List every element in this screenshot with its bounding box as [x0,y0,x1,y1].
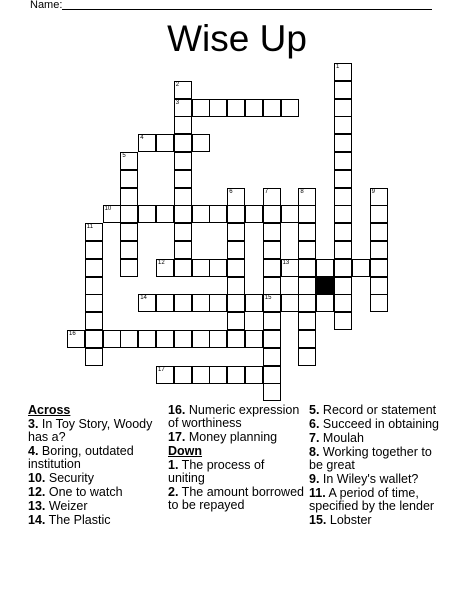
clue-item-number: 8. [309,445,320,459]
clue-item-text: Weizer [45,499,88,513]
grid-cell[interactable] [263,348,281,366]
grid-cell[interactable] [85,312,103,330]
grid-cell[interactable] [263,294,281,312]
clue-item [168,459,304,485]
grid-cell[interactable] [334,116,352,134]
clue-item-text: One to watch [45,485,123,499]
grid-cell[interactable] [227,205,245,223]
grid-cell[interactable] [174,330,192,348]
grid-cell[interactable] [281,294,299,312]
clue-item-number: 6. [309,417,320,431]
clue-item [28,445,158,471]
grid-cell[interactable] [120,170,138,188]
clue-number: 7 [264,188,269,195]
grid-cell[interactable] [334,223,352,241]
grid-cell[interactable] [156,205,174,223]
grid-cell[interactable] [192,259,210,277]
grid-cell[interactable] [138,134,156,152]
grid-cell[interactable] [156,330,174,348]
grid-cell[interactable] [334,81,352,99]
grid-cell[interactable] [156,259,174,277]
grid-cell[interactable] [120,241,138,259]
clue-item-number: 12. [28,485,46,499]
grid-cell[interactable] [334,152,352,170]
grid-cell[interactable] [103,330,121,348]
clue-item [309,446,449,472]
grid-cell[interactable] [245,205,263,223]
clue-number: 6 [229,188,233,195]
grid-cell[interactable] [298,348,316,366]
across-clue-list-continued [168,404,304,444]
grid-cell[interactable] [227,188,245,206]
grid-cell[interactable] [263,277,281,295]
grid-cell[interactable] [227,366,245,384]
grid-cell[interactable] [227,294,245,312]
clue-item-number: 13. [28,499,46,513]
grid-cell[interactable] [174,152,192,170]
clue-item-number: 2. [168,485,179,499]
clue-item-number: 11. [309,486,326,500]
down-clue-list-continued [309,404,449,527]
clue-number: 2 [175,81,180,88]
clue-item [309,487,449,513]
clue-item-number: 9. [309,472,320,486]
grid-cell[interactable] [334,312,352,330]
grid-cell[interactable] [192,205,210,223]
grid-cell[interactable] [263,223,281,241]
grid-cell[interactable] [174,99,192,117]
grid-cell[interactable] [120,259,138,277]
grid-cell[interactable] [85,223,103,241]
clue-item [309,404,449,417]
grid-cell[interactable] [174,223,192,241]
clue-item-text: The Plastic [45,513,111,527]
grid-cell[interactable] [120,188,138,206]
grid-cell[interactable] [334,188,352,206]
across-heading: Across [28,403,71,417]
grid-cell[interactable] [370,294,388,312]
grid-cell[interactable] [370,241,388,259]
grid-cell[interactable] [174,188,192,206]
grid-cell[interactable] [227,277,245,295]
grid-cell[interactable] [156,294,174,312]
grid-cell[interactable] [156,366,174,384]
grid-cell[interactable] [281,259,299,277]
grid-cell[interactable] [370,223,388,241]
clue-item-number: 10. [28,471,46,485]
clue-number: 1 [336,64,340,70]
clue-number: 4 [140,135,144,142]
grid-cell[interactable] [174,116,192,134]
grid-cell[interactable] [209,330,227,348]
clue-item-number: 5. [309,403,320,417]
grid-cell[interactable] [298,277,316,295]
clue-item [28,486,158,499]
clue-item [168,404,304,430]
grid-cell[interactable] [245,330,263,348]
clue-item-text: In Toy Story, Woody has a? [28,417,153,444]
grid-cell[interactable] [174,366,192,384]
clue-item-number: 15. [309,513,327,527]
grid-cell[interactable] [370,259,388,277]
grid-cell[interactable] [192,294,210,312]
grid-cell[interactable] [334,99,352,117]
grid-cell[interactable] [174,294,192,312]
clue-item-text: Lobster [326,513,372,527]
grid-cell[interactable] [298,294,316,312]
grid-cell[interactable] [192,99,210,117]
grid-cell[interactable] [245,294,263,312]
grid-cell[interactable] [174,134,192,152]
grid-cell[interactable] [174,170,192,188]
grid-cell[interactable] [209,99,227,117]
clue-item-text: Record or statement [319,403,437,417]
puzzle-title: Wise Up [167,18,307,59]
black-square [316,277,334,295]
grid-cell[interactable] [263,366,281,384]
grid-cell[interactable] [370,188,388,206]
grid-cell[interactable] [227,223,245,241]
grid-cell[interactable] [334,205,352,223]
grid-cell[interactable] [67,330,85,348]
grid-cell[interactable] [316,259,334,277]
grid-cell[interactable] [298,330,316,348]
clue-item [309,418,449,431]
grid-cell[interactable] [138,330,156,348]
clue-item [28,418,158,444]
clue-column-1 [28,404,158,528]
clue-number: 14 [140,295,147,302]
grid-cell[interactable] [174,259,192,277]
clue-item-text: In Wiley's wallet? [319,472,419,486]
grid-cell[interactable] [192,366,210,384]
grid-cell[interactable] [298,205,316,223]
clue-item [309,514,449,527]
clue-item-text: Succeed in obtaining [319,417,439,431]
clue-item-number: 17. [168,430,186,444]
clue-number: 8 [300,188,304,195]
name-label: Name: [30,0,63,11]
grid-cell[interactable] [85,277,103,295]
grid-cell[interactable] [209,294,227,312]
grid-cell[interactable] [138,294,156,312]
down-clue-list [168,459,304,512]
grid-cell[interactable] [174,241,192,259]
grid-cell[interactable] [352,259,370,277]
clue-item [168,431,304,444]
clue-item-text: Moulah [319,431,364,445]
across-clue-list [28,418,158,527]
grid-cell[interactable] [192,330,210,348]
grid-cell[interactable] [245,366,263,384]
clue-number: 15 [264,295,272,302]
clue-item [28,514,158,527]
grid-cell[interactable] [263,241,281,259]
clue-item-text: Working together to be great [309,445,432,472]
clue-item-text: Numeric expression of worthiness [168,403,300,430]
grid-cell[interactable] [192,134,210,152]
clue-item-text: Security [45,471,95,485]
grid-cell[interactable] [334,277,352,295]
grid-cell[interactable] [85,330,103,348]
clue-number: 5 [122,153,126,159]
clue-item [309,473,449,486]
clue-item-text: The process of uniting [168,458,265,485]
grid-cell[interactable] [209,366,227,384]
grid-cell[interactable] [334,63,352,81]
grid-cell[interactable] [85,348,103,366]
grid-cell[interactable] [227,330,245,348]
grid-cell[interactable] [298,223,316,241]
grid-cell[interactable] [316,294,334,312]
clue-column-3 [309,404,449,528]
grid-cell[interactable] [227,259,245,277]
grid-cell[interactable] [103,205,121,223]
grid-cell[interactable] [227,99,245,117]
grid-cell[interactable] [334,134,352,152]
clue-item-number: 1. [168,458,179,472]
grid-cell[interactable] [263,259,281,277]
grid-cell[interactable] [298,241,316,259]
clue-number: 16 [69,331,76,337]
clue-item-number: 3. [28,417,39,431]
grid-cell[interactable] [209,205,227,223]
clue-number: 10 [104,206,112,213]
grid-cell[interactable] [263,205,281,223]
clue-item [168,486,304,512]
clue-item-number: 4. [28,444,39,458]
grid-cell[interactable] [120,205,138,223]
clue-item-number: 7. [309,431,320,445]
grid-cell[interactable] [334,294,352,312]
clue-number: 13 [282,259,290,266]
grid-cell[interactable] [227,241,245,259]
clue-item-number: 16. [168,403,186,417]
grid-cell[interactable] [334,259,352,277]
grid-cell[interactable] [120,330,138,348]
clue-number: 11 [86,224,94,231]
grid-cell[interactable] [120,152,138,170]
clue-item-text: Boring, outdated institution [28,444,134,471]
grid-cell[interactable] [263,330,281,348]
grid-cell[interactable] [85,241,103,259]
grid-cell[interactable] [245,99,263,117]
clue-number: 9 [371,188,375,195]
grid-cell[interactable] [156,134,174,152]
clue-item-text: The amount borrowed to be repayed [168,485,304,512]
clue-item [28,500,158,513]
grid-cell[interactable] [174,81,192,99]
grid-cell[interactable] [174,205,192,223]
clue-item [309,432,449,445]
grid-cell[interactable] [138,205,156,223]
grid-cell[interactable] [334,170,352,188]
grid-cell[interactable] [263,312,281,330]
grid-cell[interactable] [370,277,388,295]
grid-cell[interactable] [298,312,316,330]
grid-cell[interactable] [263,99,281,117]
clue-item-text: Money planning [185,430,278,444]
clue-column-2 [168,404,304,513]
clue-item [28,472,158,485]
grid-cell[interactable] [85,294,103,312]
grid-cell[interactable] [85,259,103,277]
grid-cell[interactable] [334,241,352,259]
grid-cell[interactable] [281,99,299,117]
grid-cell[interactable] [263,188,281,206]
grid-cell[interactable] [227,312,245,330]
down-heading: Down [168,444,203,458]
grid-cell[interactable] [298,188,316,206]
clue-number: 12 [158,259,165,266]
clue-item-text: A period of time, specified by the lender [309,486,435,513]
grid-cell[interactable] [120,223,138,241]
grid-cell[interactable] [209,259,227,277]
clue-number: 3 [175,99,180,106]
grid-cell[interactable] [370,205,388,223]
clue-item-number: 14. [28,513,46,527]
grid-cell[interactable] [263,383,281,401]
grid-cell[interactable] [281,205,299,223]
clue-number: 17 [158,366,165,373]
grid-cell[interactable] [298,259,316,277]
